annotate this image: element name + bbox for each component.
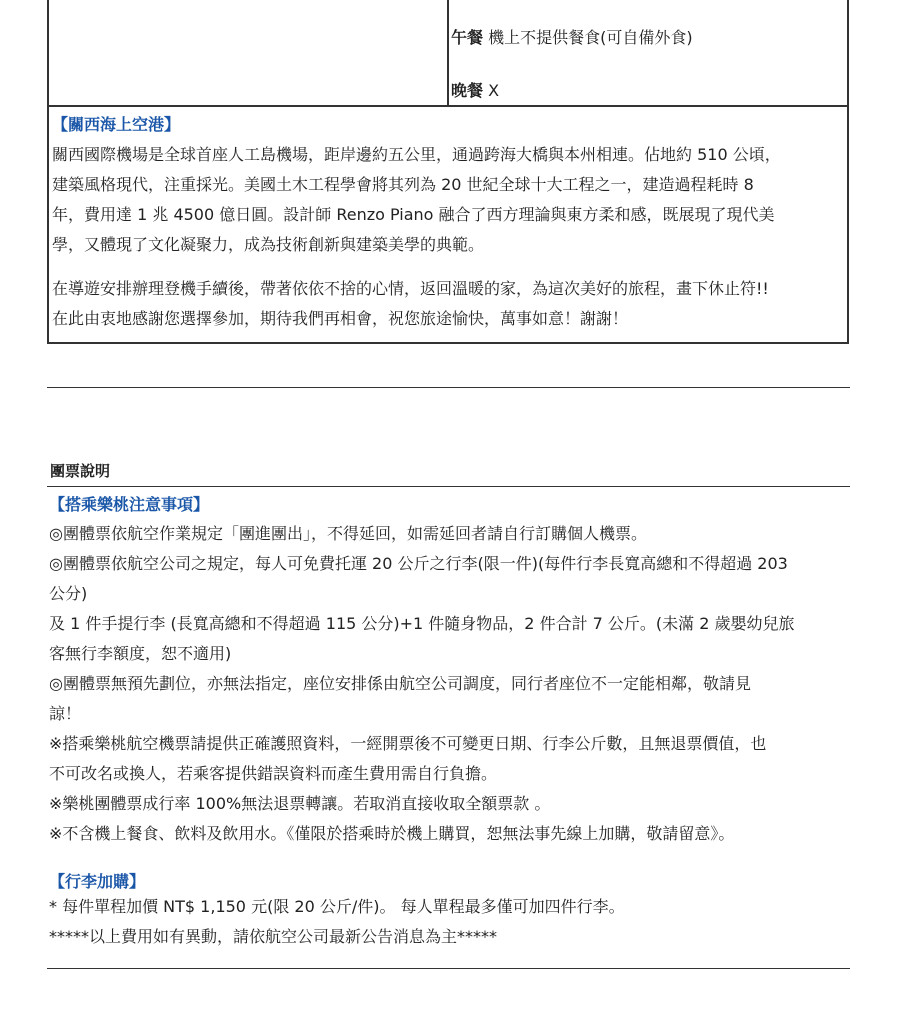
notice-line: ※搭乘樂桃航空機票請提供正確護照資料，一經開票後不可變更日期、行李公斤數，且無退票價值，也 [49,734,767,753]
itinerary-box [47,0,849,344]
lunch-line [451,25,693,48]
notice-line: ◎團體票依航空公司之規定，每人可免費托運 20 公斤之行李(限一件)(每件行李長寬高總和不得超過 203 [49,554,788,573]
dinner-label: 晚餐 [451,81,484,100]
notice-line: ◎團體票依航空作業規定「團進團出」，不得延回，如需延回者請自行訂購個人機票。 [49,524,647,543]
dinner-line [451,78,499,101]
kansai-line: 年，費用達 1 兆 4500 億日圓。設計師 Renzo Piano 融合了西方理論與東方柔和感，既展現了現代美 [52,205,775,224]
group-ticket-notes [49,492,849,952]
kansai-line: 關西國際機場是全球首座人工島機場，距岸邊約五公里，通過跨海大橋與本州相連。佔地約 510 公頃， [52,145,781,164]
dinner-value: X [483,81,500,100]
notice-line: ◎團體票無預先劃位，亦無法指定，座位安排係由航空公司調度，同行者座位不一定能相鄰，敬請見 [49,674,751,693]
closing-line: 在此由衷地感謝您選擇參加，期待我們再相會，祝您旅途愉快，萬事如意！謝謝！ [52,309,629,328]
group-ticket-title: 團票說明 [50,462,111,480]
lunch-value: 機上不提供餐食(可自備外食) [483,28,693,47]
divider [47,486,850,487]
notice-line: 客無行李額度，恕不適用) [49,644,232,663]
lunch-label: 午餐 [451,28,484,47]
luggage-line: * 每件單程加價 NT$ 1,150 元(限 20 公斤/件)。 每人單程最多僅可加四件行李。 [49,897,625,916]
notice-line: 諒！ [49,704,82,723]
kansai-line: 學，又體現了文化凝聚力，成為技術創新與建築美學的典範。 [52,235,485,254]
notice-line: 公分) [49,584,88,603]
notice-line: ※不含機上餐食、飲料及飲用水。《僅限於搭乘時於機上購買，恕無法事先線上加購，敬請留意》。 [49,824,735,843]
closing-line: 在導遊安排辦理登機手續後，帶著依依不捨的心情，返回溫暖的家，為這次美好的旅程，畫下休止符!! [52,279,769,298]
divider [47,387,850,388]
notice-line: 及 1 件手提行李 (長寬高總和不得超過 115 公分)+1 件隨身物品，2 件合計 7 公斤。(未滿 2 歲嬰幼兒旅 [49,614,795,633]
luggage-heading: 【行李加購】 [49,872,146,891]
notice-line: 不可改名或換人，若乘客提供錯誤資料而產生費用需自行負擔。 [49,764,498,783]
empty-cell [49,0,449,105]
kansai-heading: 【關西海上空港】 [52,115,181,134]
kansai-section [52,112,847,334]
peach-notice-heading: 【搭乘樂桃注意事項】 [49,495,210,514]
notice-line: ※樂桃團體票成行率 100%無法退票轉讓。若取消直接收取全額票款 。 [49,794,551,813]
luggage-line: *****以上費用如有異動，請依航空公司最新公告消息為主***** [49,927,498,946]
divider [47,968,850,969]
meal-row [49,0,847,107]
kansai-line: 建築風格現代，注重採光。美國土木工程學會將其列為 20 世紀全球十大工程之一，建造過程耗時 8 [52,175,754,194]
